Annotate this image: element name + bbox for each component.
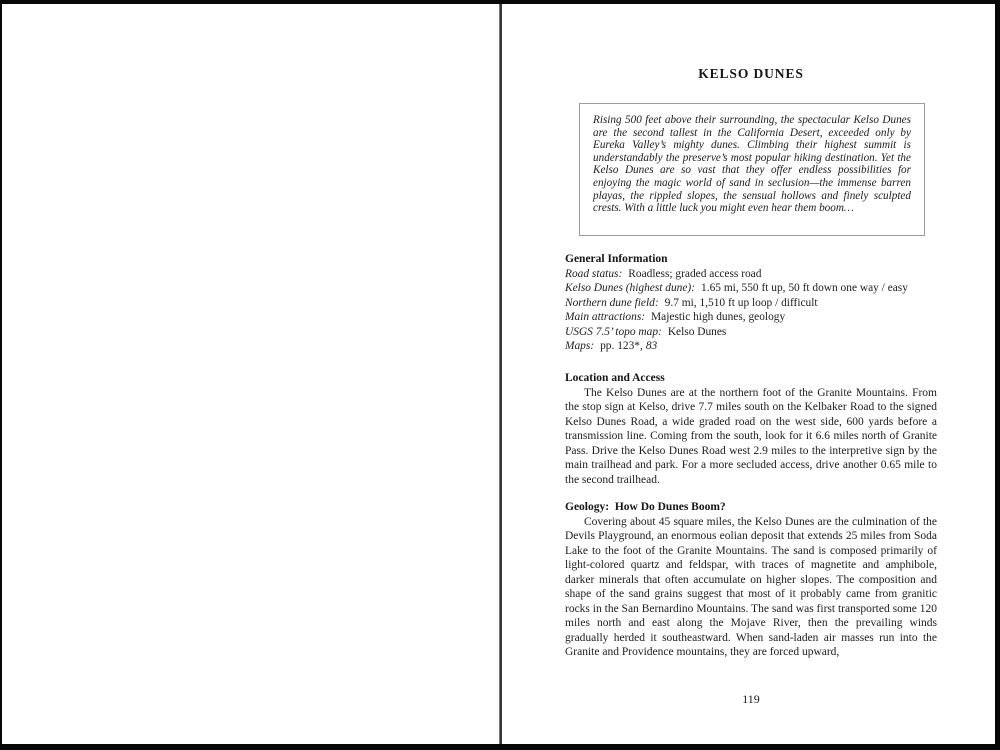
info-label: Maps:	[565, 340, 595, 353]
geology-section	[565, 500, 937, 660]
location-and-access-paragraph: The Kelso Dunes are at the northern foot of the Granite Mountains. From the stop sign at Kelso, drive 7.7 miles south on the Kelbaker Road to the signed Kelso Dunes Road, a wide graded road on the west side, 600 yards before a transmission line. Coming from the south, look for it 6.6 miles north of Granite Pass. Drive the Kelso Dunes Road west 2.9 miles to the interpretive sign by the main trailhead and park. For a more secluded access, drive another 0.65 mile to the second trailhead.	[565, 386, 937, 486]
info-row-usgs-topo-map	[565, 325, 937, 340]
chapter-title: KELSO DUNES	[698, 66, 804, 81]
geology-paragraph: Covering about 45 square miles, the Kelso Dunes are the culmination of the Devils Playground, an enormous eolian deposit that extends 25 miles from Soda Lake to the foot of the Granite Mountains. The sand is composed primarily of light-colored quartz and feldspar, with traces of magnetite and amphibole, darker minerals that often accumulate on higher slopes. The composition and shape of the sand grains suggest that most of it probably came from granitic rocks in the San Bernardino Mountains. The sand was first transported some 120 miles north and east along the Mojave River, then the prevailing winds gradually herded it southeastward. When sand-laden air masses run into the Granite and Providence mountains, they are forced upward,	[565, 515, 937, 659]
info-row-kelso-dunes	[565, 281, 937, 296]
info-value-italic: 83	[645, 340, 658, 353]
geology-heading: Geology: How Do Dunes Boom?	[565, 501, 726, 513]
left-page-blank	[2, 4, 499, 744]
info-value: Majestic high dunes, geology	[651, 311, 786, 324]
info-row-maps	[565, 339, 937, 354]
general-information-section	[565, 252, 937, 354]
info-label: Road status:	[565, 267, 623, 280]
general-information-heading: General Information	[565, 253, 668, 265]
info-label: Main attractions:	[565, 311, 646, 324]
intro-quote-box	[579, 103, 925, 236]
info-label: Kelso Dunes (highest dune):	[565, 282, 696, 295]
info-label: Northern dune field:	[565, 296, 659, 309]
info-value: 1.65 mi, 550 ft up, 50 ft down one way / easy	[701, 282, 908, 295]
info-value: Roadless; graded access road	[628, 267, 762, 280]
info-row-northern-dune-field	[565, 296, 937, 311]
info-value: Kelso Dunes	[667, 325, 727, 338]
page-number: 119	[742, 692, 760, 706]
info-value: 9.7 mi, 1,510 ft up loop / difficult	[664, 296, 818, 309]
info-row-road-status	[565, 267, 937, 282]
info-row-main-attractions	[565, 310, 937, 325]
location-and-access-heading: Location and Access	[565, 372, 665, 384]
location-and-access-section	[565, 371, 937, 487]
info-label: USGS 7.5’ topo map:	[565, 325, 662, 338]
right-page	[502, 4, 995, 744]
intro-quote-text: Rising 500 feet above their surrounding, the spectacular Kelso Dunes are the second tallest in the California Desert, exceeded only by Eureka Valley’s mighty dunes. Climbing their highest summit is understandably the preserve’s most popular hiking destination. Yet the Kelso Dunes are so vast that they offer endless possibilities for enjoying the magic world of sand in seclusion—the immense barren playas, the rippled slopes, the sensual hollows and finely sculpted crests. With a little luck you might even hear them boom…	[593, 114, 911, 215]
info-value: pp. 123*,	[600, 340, 643, 353]
